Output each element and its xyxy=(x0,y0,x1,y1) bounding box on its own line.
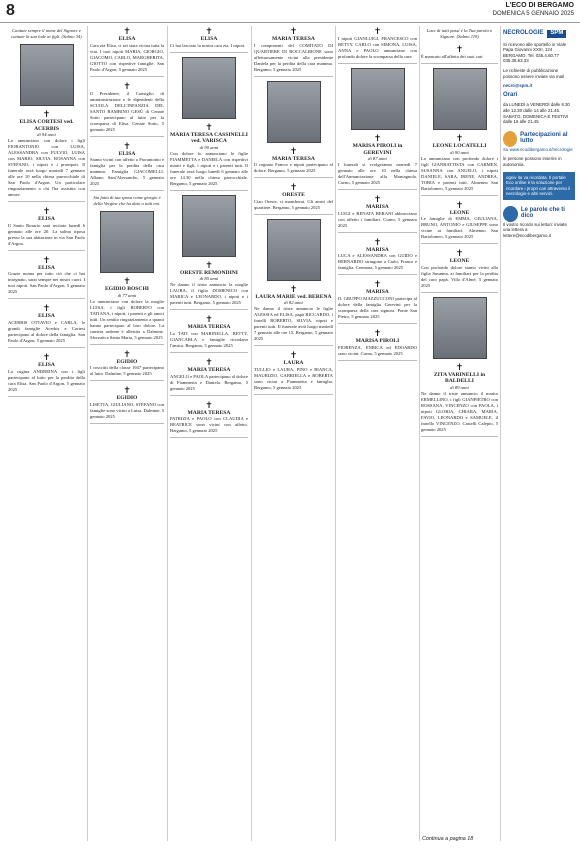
notice-body: È mancato all'affetto dei suoi cari xyxy=(421,54,483,59)
column-divider xyxy=(251,26,252,841)
notice-body: Grazie nonna per tutto ciò che ci hai insegnato, sarai sempre nei nostri cuori. I tuoi nipoti. San Paolo d'Argon, 5 gennaio 2025 xyxy=(8,271,85,295)
cross-icon: ✝ xyxy=(205,26,213,36)
obituary-notice xyxy=(90,276,164,345)
notice-body: Con profondo dolore siamo vicini alla figlia Susanna, ai familiari per la perdita del caro papà. Villa d'Almè, 5 gennaio 2025 xyxy=(421,264,498,288)
obituary-notice xyxy=(170,26,248,53)
deceased-name: MARIA TERESA CASSINELLI ved. VARISCA xyxy=(170,131,248,145)
column-divider xyxy=(419,26,420,841)
portrait-photo xyxy=(433,68,487,130)
column-2 xyxy=(90,26,164,428)
obituary-notice xyxy=(90,349,164,382)
deceased-name: EGIDIO xyxy=(116,395,138,402)
deceased-name: ELISA xyxy=(200,36,218,42)
quote-text: Cantate sempre il nome del Signore e cantate la sua lode ai figli. (Salmo 34) xyxy=(11,28,82,39)
obituary-notice xyxy=(90,385,164,424)
deceased-name: MARIA TERESA xyxy=(187,324,231,331)
obituary-notice xyxy=(338,133,417,190)
sidebar-title: NECROLOGIE xyxy=(503,30,544,36)
notice-body: TULLIO e LAURA, PINO e BIANCA, MAURIZIO, GABRIELLA e ROBERTA sono vicini a Fiammetta e famiglia. Bergamo, 5 gennaio 2025 xyxy=(254,366,333,390)
obituary-notice xyxy=(170,122,248,191)
cross-icon: ✝ xyxy=(455,133,464,143)
notice-body: La TATI con MARINELLA, BETTY, GIANCARLA e famiglie ricordano l'amica. Bergamo, 5 gennaio 2025 xyxy=(170,330,248,348)
portrait-photo xyxy=(100,211,154,273)
deceased-name: LAURA xyxy=(283,360,304,367)
quote-text: Luce di tutti passi è la Tua parola o Signore. (Salmo 119) xyxy=(426,28,493,39)
notice-body: ANGELO e PAOLA partecipano al dolore di Fiammetta e Daniela. Bergamo, 5 gennaio 2025 xyxy=(170,373,248,391)
cross-icon: ✝ xyxy=(289,350,298,361)
obituary-notice xyxy=(254,182,333,215)
deceased-name: MARISA PIROLI xyxy=(355,337,400,344)
obituary-notice xyxy=(170,400,248,439)
obituary-notice xyxy=(254,284,333,347)
portrait-photo xyxy=(433,297,487,359)
cross-icon: ✝ xyxy=(455,44,464,54)
notice-body: IL GRUPPO MAZZUCCONI partecipa al dolore della famiglia Gerevini per la scomparsa della cara signora. Ponte San Pietro, 5 gennaio 2025 xyxy=(338,295,417,319)
column-divider xyxy=(335,26,336,841)
participation-header xyxy=(503,131,575,147)
deceased-name: LEONE xyxy=(449,258,470,265)
deceased-name: EGIDIO xyxy=(116,358,138,365)
cross-icon: ✝ xyxy=(123,26,131,36)
column-1 xyxy=(8,26,85,401)
notice-body: FIORENZA, ENRICA ed EDOARDO sono vicini. Curno, 5 gennaio 2025 xyxy=(338,344,417,356)
issue-date: DOMENICA 5 GENNAIO 2025 xyxy=(492,11,574,17)
cross-icon: ✝ xyxy=(455,199,464,210)
deceased-name: MARIA TERESA xyxy=(187,366,231,373)
cross-icon: ✝ xyxy=(289,182,298,193)
cross-icon: ✝ xyxy=(373,279,382,290)
masthead xyxy=(493,2,574,18)
deceased-name: MARISA xyxy=(366,246,389,253)
column-4 xyxy=(254,26,333,399)
obituary-notice xyxy=(338,328,417,361)
obituary-notice xyxy=(254,26,333,77)
portrait-photo xyxy=(20,44,74,106)
deceased-name: ORESTE REMONDINI xyxy=(180,269,238,276)
notice-body: Siamo vicini con affetto a Fiorantonio e famiglia per la perdita della cara mamma. Famiglia GIACOMELLI. Albano Sant'Alessandro, 5 gennaio 2025 xyxy=(90,157,164,187)
column-6 xyxy=(421,26,498,441)
deceased-age: di 82 anni xyxy=(284,300,303,306)
notice-body: Lo annunciano con dolore i figli FIORANTONIO con LUISA, ALESSANDRA con FULVIO, LUISA con MARIO, SILVIA, ROSANNA con STEFANO, i nipoti e i pronipoti. Il funerale avrà luogo martedì 7 gennaio alle ore 10 nella chiesa parrocchiale di San Paolo d'Argon. Un particolare ringraziamento a chi l'ha assistita con amore. xyxy=(8,138,85,198)
cross-icon: ✝ xyxy=(455,248,464,259)
cross-icon: ✝ xyxy=(455,361,464,372)
deceased-age: di 90 anni xyxy=(450,149,469,155)
deceased-name: LAURA MARIE ved. BERENA xyxy=(255,293,332,300)
column-divider xyxy=(500,26,501,841)
participation-link[interactable]: Su www.ecodibergamo.it/necrologie xyxy=(503,146,573,152)
notice-body: LISETTA, GIULIANO, STEFANO con famiglie sono vicini a Luisa. Dalmine, 5 gennaio 2025 xyxy=(90,401,164,419)
letter-icon xyxy=(503,206,518,222)
parole-title: Le parole che ti dico xyxy=(520,207,565,219)
cross-icon: ✝ xyxy=(123,80,131,91)
notice-body: PATRIZIA e PAOLO con CLAUDIA e BEATRICE sono vicini con affetto. Bergamo, 5 gennaio 2025 xyxy=(170,416,248,434)
deceased-name: ELISA xyxy=(38,264,55,271)
obituary-notice xyxy=(254,350,333,395)
participation-body: le persone possono inserire in autonomia. xyxy=(503,156,562,167)
cross-icon: ✝ xyxy=(42,303,51,314)
deceased-name: ELISA CORTESI ved. ACERBIS xyxy=(19,119,74,132)
deceased-age: di 77 anni xyxy=(117,292,137,298)
cross-icon: ✝ xyxy=(289,26,298,36)
obituary-notice xyxy=(90,141,164,192)
deceased-name: LEONE xyxy=(449,209,470,216)
cross-icon: ✝ xyxy=(373,236,382,247)
column-divider xyxy=(87,26,88,841)
deceased-name: ELISA xyxy=(38,361,55,368)
deceased-age: di 94 anni xyxy=(37,132,56,138)
deceased-name: ELISA xyxy=(118,36,136,42)
column-5 xyxy=(338,26,417,365)
cross-icon: ✝ xyxy=(42,206,51,217)
deceased-name: EGIDIO BOSCHI xyxy=(105,286,149,293)
page-number: 8 xyxy=(6,2,15,19)
obituary-notice xyxy=(8,303,85,348)
notice-body: Lo annunciano con profondo dolore i figli GIANBATTISTA con CARMEN, SUSANNA con ANGELO, i nipoti DANIELE, SARA, IRENE, ANDREA, TOBIA e parenti tutti. Almenno San Bartolomeo, 5 gennaio 2025 xyxy=(421,155,498,191)
cross-icon: ✝ xyxy=(205,314,213,325)
notice-body: I componenti del COMITATO DI QUARTIERE DI ROCCALBIONE sono affettuosamente vicini alla presidente Daniela per la perdita della cara mamma. Bergamo, 5 gennaio 2025 xyxy=(254,42,333,72)
quote-text: Sia fatta di tua sposa come giorgio è della Vergine che ha dato a tutti noi. xyxy=(93,195,161,207)
deceased-name: ZITA VARINELLI in BALDELLI xyxy=(433,371,486,385)
parole-body: Il vostro ricordo sui lettori: inviate una lettera a lettere@ecodibergamo.it xyxy=(503,221,567,239)
portrait-photo xyxy=(267,81,321,143)
obituary-notice xyxy=(421,200,498,245)
continue-note: Continua a pagina 18 xyxy=(422,836,474,842)
obituary-notice xyxy=(90,26,164,77)
sidebar-header xyxy=(503,30,575,38)
sidebar-info xyxy=(503,26,575,243)
cross-icon: ✝ xyxy=(42,351,51,362)
deceased-name: MARISA xyxy=(366,289,389,296)
deceased-name: LEONE LOCATELLI xyxy=(432,143,487,149)
cross-icon: ✝ xyxy=(289,283,298,294)
obituary-notice xyxy=(421,133,498,196)
cross-icon: ✝ xyxy=(205,121,213,132)
portrait-photo xyxy=(351,68,405,130)
notice-body: Ciao Oreste, ci mancherai. Gli amici del quartiere. Bergamo, 5 gennaio 2025 xyxy=(254,198,333,210)
notice-body: Ne danno il triste annuncio il marito ERMELLINO, i figli GIANPIETRO con ROSSANA, VINCENZO con PAOLA, i nipoti GLORIA, CHIARA, MARIA, FAVIO, LEONARDO e SAMUELE, il fratello VINCENZO. Castelli Calepio, 5 gennaio 2025 xyxy=(421,390,498,432)
obituary-notice xyxy=(8,109,85,202)
notice-body: I funerali si svolgeranno martedì 7 gennaio alle ore 10 nella chiesa dell'Annunciazione alla Montagnola. Curno, 5 gennaio 2025 xyxy=(338,162,417,186)
promo-box xyxy=(503,172,575,200)
obituary-notice xyxy=(338,237,417,276)
cross-icon: ✝ xyxy=(123,140,131,151)
email-label: Le richieste di pubblicazione possono essere inviate via mail xyxy=(503,67,565,79)
notice-body: LUCA e ALESSANDRA con GUIDO e BERNARDO stringono a Carlo, Franco e famiglia. Cremona, 5 gennaio 2025 xyxy=(338,253,417,271)
cross-icon: ✝ xyxy=(373,133,382,143)
notice-body: Lo annunciano con dolore la moglie LUISA, i figli ROBERTO con TATIANA, i nipoti, i parenti e gli amici tutti. Un sentito ringraziamento a quanti hanno partecipato al loro dolore. La camera ardente è allestita a Dalmine. Sforzatica Santa Maria, 5 gennaio 2025 xyxy=(90,298,164,340)
cross-icon: ✝ xyxy=(289,145,298,156)
deceased-name: MARIA TERESA xyxy=(187,409,231,416)
deceased-age: di 90 anni xyxy=(199,144,219,150)
promo-text: ogniv ita va ricordata. Il portale Eco online è la soluzione per ricordare i propri cari attraverso il necrologio e altri servizi. xyxy=(506,174,571,197)
column-divider xyxy=(167,26,168,841)
deceased-name: MARIA TERESA xyxy=(272,155,315,162)
obituary-notice xyxy=(90,81,164,137)
obituary-notice xyxy=(338,194,417,233)
cross-icon: ✝ xyxy=(123,385,131,396)
cross-icon: ✝ xyxy=(373,26,382,36)
obituary-notice xyxy=(338,26,417,64)
obituary-notice xyxy=(421,362,498,437)
cross-icon: ✝ xyxy=(42,109,51,119)
cross-icon: ✝ xyxy=(373,327,382,338)
notice-body: Ne danno il triste annuncio la moglie LAURA, il figlio DOMENICO con MARICA e LEONARDO, i nipoti e i parenti tutti. Bergamo, 5 gennaio 2025 xyxy=(170,282,248,306)
email-link[interactable]: necro@spm.it xyxy=(503,83,533,89)
obituary-notice xyxy=(254,146,333,179)
cross-icon: ✝ xyxy=(205,399,213,410)
page-header xyxy=(0,0,580,23)
obituary-notice xyxy=(421,44,498,64)
notice-body: Ci hai lasciato la nostra cara zia. I nipoti. xyxy=(170,42,246,48)
notice-body: La cugina ANDREINA con i figli partecipano al lutto per la perdita della cara Elisa. San Paolo d'Argon, 5 gennaio 2025 xyxy=(8,368,85,392)
office-info: Si ricevono alle sportello in Viale Papa Giovanni XXIII, 124 BERGAMO. Tel. 035.4.60.77 035.38.63.33 xyxy=(503,41,567,64)
column-3 xyxy=(170,26,248,442)
notice-body: I nipoti GIANLUIGI, FRANCESCO con BETTY, CARLO con SIMONA, LUISA, ANNA e PAOLO annunciano con profondo dolore la scomparsa della cara xyxy=(338,36,417,59)
portrait-photo xyxy=(182,57,236,119)
cross-icon: ✝ xyxy=(205,259,213,270)
portrait-photo xyxy=(182,195,236,257)
participation-title: Partecipazioni al lutto xyxy=(520,132,568,144)
spm-logo: SPM xyxy=(547,30,566,38)
parole-header xyxy=(503,206,575,222)
obituary-notice xyxy=(8,352,85,397)
notice-body: I coscritti della classe 1947 partecipano al lutto. Dalmine, 5 gennaio 2025 xyxy=(90,365,164,377)
hours-title: Orari xyxy=(503,91,518,98)
obituary-notice xyxy=(170,357,248,396)
deceased-name: ELISA xyxy=(38,313,55,320)
cross-icon: ✝ xyxy=(42,254,51,265)
cross-icon: ✝ xyxy=(123,348,131,359)
notice-body: Ne danno il triste annuncio le figlie ALESSIA ed ELISA, papà RICCARDO, i fratelli ROBERTO, SILVIA, nipoti e parenti tutti. Il funerale avrà luogo martedì 7 gennaio alle ore 15. Bergamo, 5 gennaio 2025 xyxy=(254,306,333,342)
cross-icon: ✝ xyxy=(123,276,131,287)
portrait-photo xyxy=(267,219,321,281)
newspaper-name: L'ECO DI BERGAMO xyxy=(505,2,574,9)
notice-body: Il Santo Rosario sarà recitato lunedì 6 gennaio alle ore 20. La salma riposa presso la sua abitazione in via San Paolo d'Argon. xyxy=(8,222,85,246)
deceased-name: ELISA xyxy=(38,216,55,223)
notice-body: ACERBIS OTTAVIO e CARLA, le grandi famiglie Acerbis e Cortesi partecipano al dolore della famiglia. San Paolo d'Argon, 5 gennaio 2025 xyxy=(8,319,85,343)
deceased-name: MARIA TERESA xyxy=(272,36,315,42)
obituary-notice xyxy=(338,279,417,324)
participation-icon xyxy=(503,131,517,147)
deceased-age: di 87 anni xyxy=(368,156,387,162)
hours-text: da LUNEDÌ a VENERDÌ dalle 8.30 alle 12.30 dalle 14 alle 21.45. SABATO, DOMENICA E FESTIVI dalle 16 alle 21.45 xyxy=(503,102,570,125)
obituary-notice xyxy=(170,314,248,353)
notice-body: Il Presidente, il Consiglio di amministrazione e le dipendenti della SCUOLA DELL'INFANZIA DEL SANTO BAMBINO GESÙ di Cenate Sotto partecipano al lutto per la scomparsa di Elisa. Cenate Sotto, 5 gennaio 2025 xyxy=(90,90,164,132)
notice-body: LUIGI e RENATA BERANI abbracciano con affetto i familiari. Curno, 5 gennaio 2025 xyxy=(338,210,417,228)
notice-body: Le famiglie di EMMA, GIULIANA, BRUNO, ANTONIO e GIUSEPPE sono vicine ai familiari. Almenno San Bartolomeo, 5 gennaio 2025 xyxy=(421,216,498,240)
deceased-age: di 85 anni xyxy=(199,276,219,282)
notice-body: Con dolore lo annunciano le figlie FIAMMETTA e DANIELA con rispettivi mariti e figli, i nipoti e i parenti tutti. Il funerale avrà luogo lunedì 6 gennaio alle ore 14.30 nella chiesa parrocchiale. Bergamo, 5 gennaio 2025 xyxy=(170,150,248,186)
deceased-name: ORESTE xyxy=(282,192,305,199)
notice-body: Cara zia Elisa, ci sei stata vicina tutta la vita. I tuoi nipoti MARIA, GIORGIO, GIACOMO, CARLO, MARGHERITA, GIOTTO con rispettive famiglie. San Paolo d'Argon, 5 gennaio 2025 xyxy=(90,42,164,72)
obituary-notice xyxy=(421,248,498,293)
obituary-notice xyxy=(8,255,85,300)
obituary-notice xyxy=(170,260,248,311)
deceased-name: MARISA PIROLI in GEREVINI xyxy=(352,143,403,156)
deceased-age: di 89 anni xyxy=(450,384,469,390)
deceased-name: ELISA xyxy=(118,150,136,157)
notice-body: Il cognato Franco e nipoti partecipano al dolore. Bergamo, 5 gennaio 2025 xyxy=(254,162,333,174)
deceased-name: MARISA xyxy=(366,204,389,211)
cross-icon: ✝ xyxy=(373,194,382,205)
obituary-notice xyxy=(8,206,85,251)
cross-icon: ✝ xyxy=(205,356,213,367)
